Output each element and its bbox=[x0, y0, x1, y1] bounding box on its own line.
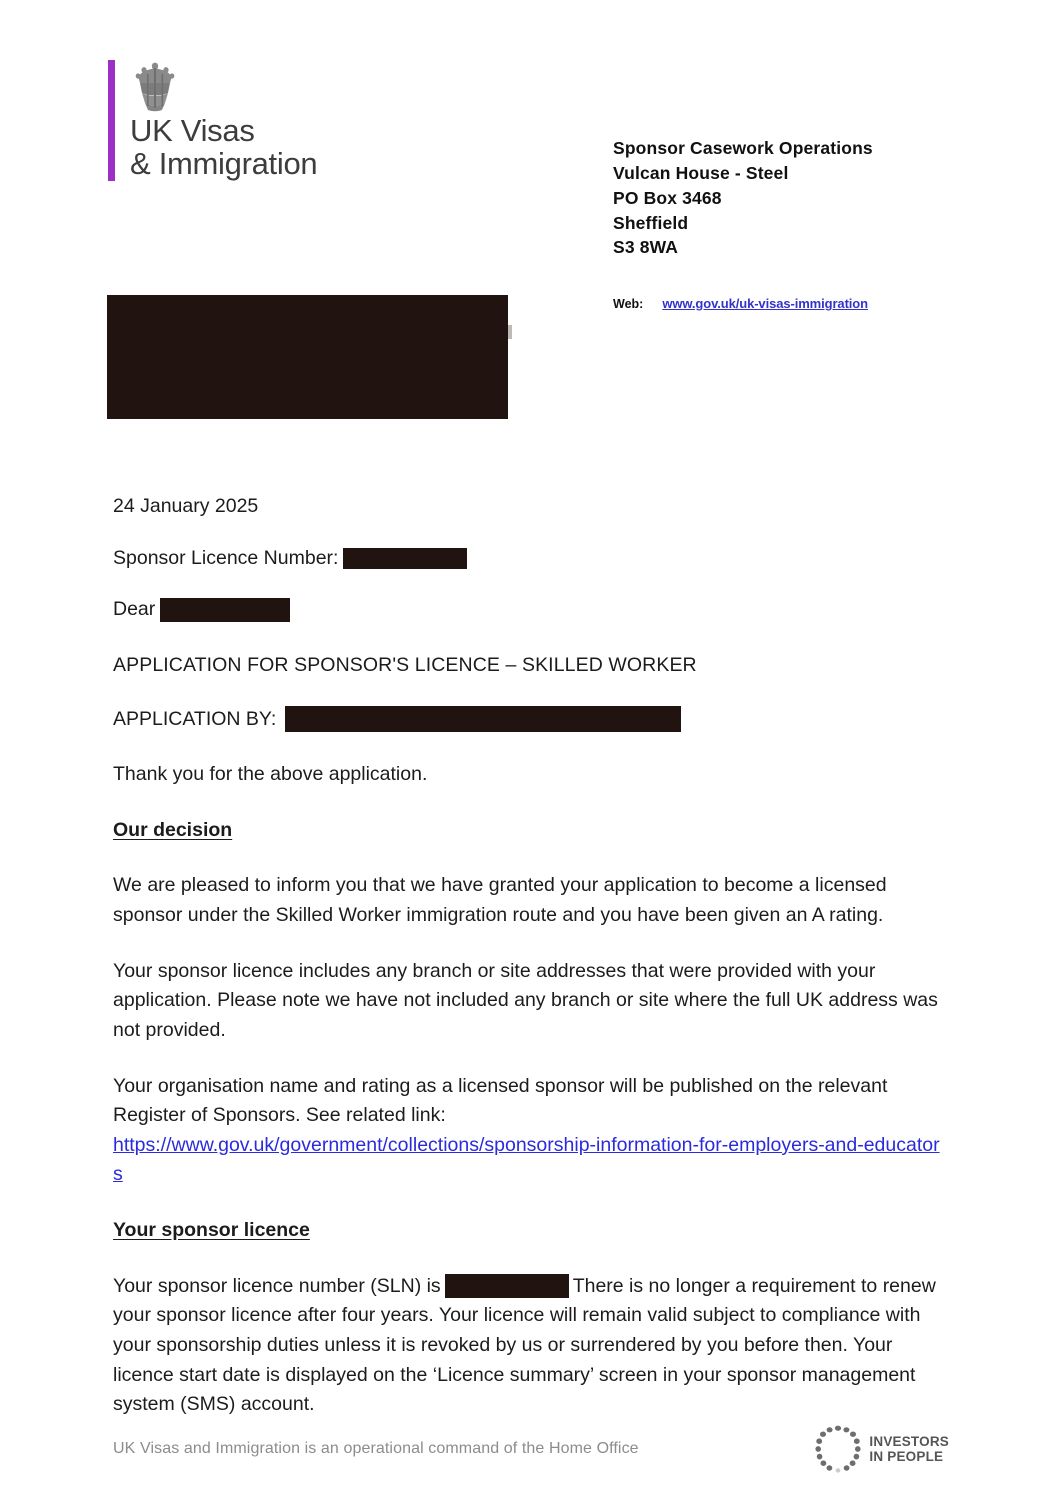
web-label: Web: bbox=[613, 297, 644, 311]
address-line: Vulcan House - Steel bbox=[613, 162, 789, 183]
address-line: Sponsor Casework Operations bbox=[613, 138, 873, 158]
address-line: Sheffield bbox=[613, 212, 689, 233]
section-heading-our-decision: Our decision bbox=[113, 818, 233, 841]
application-by-line bbox=[113, 705, 949, 735]
decision-paragraph-1: We are pleased to inform you that we have granted your application to become a licensed sponsor under the Skilled Worker immigration route and you have been given an A rating. bbox=[113, 874, 887, 926]
register-paragraph-text: Your organisation name and rating as a licensed sponsor will be published on the relevant Register of Sponsors. See related link: bbox=[113, 1074, 888, 1127]
application-by-redaction bbox=[285, 706, 681, 732]
scan-artifact bbox=[508, 325, 512, 339]
sponsor-licence-paragraph bbox=[113, 1272, 949, 1420]
badge-line-1: INVESTORS bbox=[869, 1433, 949, 1449]
salutation-line bbox=[113, 595, 949, 625]
logo-line-2: & Immigration bbox=[130, 146, 318, 182]
footer-disclaimer: UK Visas and Immigration is an operational command of the Home Office bbox=[113, 1440, 639, 1457]
sln-suffix-text: There is no longer a requirement to renew your sponsor licence after four years. Your licence will remain valid subject to compliance with your sponsorship duties unless it is revoked by us or surrendered by you before then. Your licence start date is displayed on the ‘Licence summary’ screen in your sponsor management system (SMS) account. bbox=[113, 1274, 936, 1416]
letter-body bbox=[113, 492, 949, 1446]
investors-in-people-badge bbox=[815, 1425, 949, 1473]
address-line: S3 8WA bbox=[613, 237, 679, 258]
sln-prefix-text: Your sponsor licence number (SLN) is bbox=[113, 1274, 441, 1297]
salutation-name-redaction bbox=[160, 598, 290, 622]
recipient-address-redaction bbox=[107, 295, 508, 419]
brand-accent-bar bbox=[108, 60, 115, 181]
uk-visas-website-link[interactable]: www.gov.uk/uk-visas-immigration bbox=[662, 296, 868, 311]
letterhead bbox=[108, 60, 317, 181]
logo-line-1: UK Visas bbox=[130, 113, 255, 148]
salutation-label: Dear bbox=[113, 598, 156, 621]
application-by-label: APPLICATION BY: bbox=[113, 707, 277, 730]
register-of-sponsors-paragraph bbox=[113, 1072, 949, 1191]
sponsor-licence-number-redaction bbox=[343, 548, 467, 569]
web-row bbox=[613, 296, 868, 311]
address-line: PO Box 3468 bbox=[613, 187, 722, 208]
badge-line-2: IN PEOPLE bbox=[869, 1449, 944, 1464]
sponsor-licence-number-label: Sponsor Licence Number: bbox=[113, 546, 339, 569]
sponsorship-information-link[interactable]: https://www.gov.uk/government/collections/sponsorship-information-for-employers-and-educators bbox=[113, 1133, 940, 1186]
investors-in-people-text bbox=[869, 1434, 949, 1464]
letter-subject: APPLICATION FOR SPONSOR'S LICENCE – SKILLED WORKER bbox=[113, 653, 697, 676]
section-heading-your-sponsor-licence: Your sponsor licence bbox=[113, 1219, 310, 1241]
sponsor-licence-number-line bbox=[113, 544, 949, 574]
royal-crest-icon bbox=[132, 60, 178, 112]
return-address bbox=[613, 136, 873, 260]
investors-in-people-laurel-icon bbox=[815, 1425, 861, 1473]
uk-visas-logo bbox=[130, 60, 317, 181]
sln-inline-redaction bbox=[445, 1274, 569, 1298]
thanks-paragraph: Thank you for the above application. bbox=[113, 763, 428, 786]
decision-paragraph-2: Your sponsor licence includes any branch or site addresses that were provided with your application. Please note we have not included any branch or site where the full UK address was not provided. bbox=[113, 959, 938, 1041]
page-footer bbox=[113, 1425, 949, 1473]
letter-date: 24 January 2025 bbox=[113, 495, 259, 517]
